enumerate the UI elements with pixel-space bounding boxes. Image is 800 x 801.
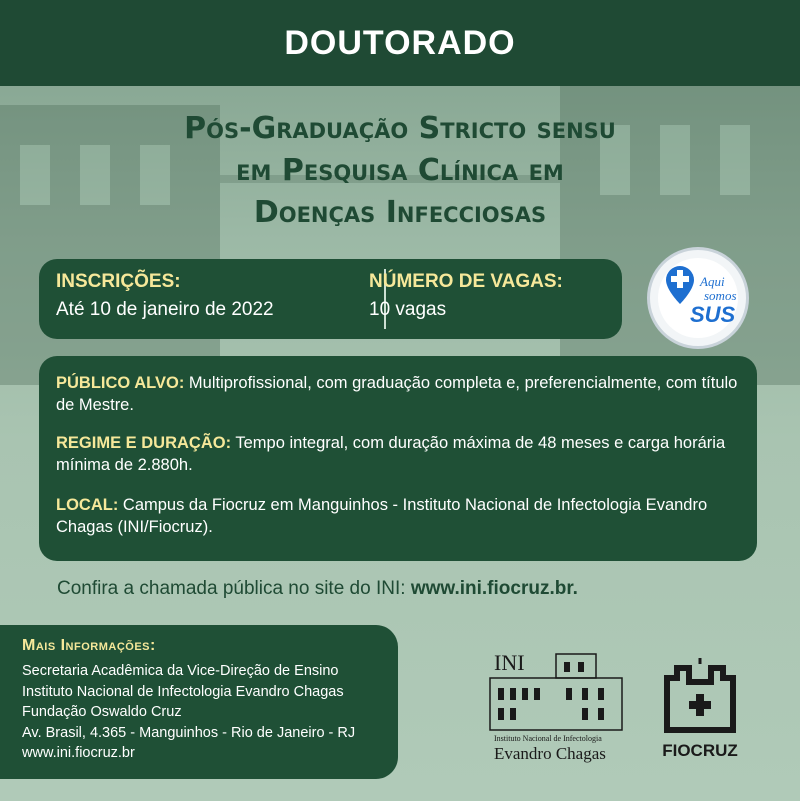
details-box	[39, 356, 757, 561]
vagas-label: NÚMERO DE VAGAS:	[369, 271, 563, 292]
ini-building-icon	[490, 678, 622, 730]
inscricoes-block	[56, 271, 274, 321]
info-line: Fundação Oswaldo Cruz	[22, 704, 182, 720]
info-lines	[22, 661, 355, 764]
header-title: DOUTORADO	[284, 23, 516, 62]
publico-label: PÚBLICO ALVO:	[56, 374, 185, 392]
program-title-line: em Pesquisa Clínica em	[236, 153, 564, 188]
ini-logo	[486, 648, 626, 768]
sus-badge-text: SUS	[690, 302, 736, 327]
local-text: Campus da Fiocruz em Manguinhos - Instituto Nacional de Infectologia Evandro Chagas (INI/Fiocruz).	[56, 496, 708, 536]
regime-paragraph	[56, 432, 746, 476]
info-line: Instituto Nacional de Infectologia Evandro Chagas	[22, 683, 344, 700]
ini-website-link[interactable]: www.ini.fiocruz.br.	[410, 578, 578, 599]
vagas-block	[369, 271, 563, 321]
local-label: LOCAL:	[56, 496, 119, 514]
info-box	[0, 625, 398, 779]
sus-badge-text: somos	[704, 288, 737, 303]
inscricoes-label: INSCRIÇÕES:	[56, 271, 181, 292]
program-title-line: Pós-Graduação Stricto sensu	[184, 111, 616, 146]
regime-text: Tempo integral, com duração máxima de 48 meses e carga horária mínima de 2.880h.	[56, 434, 726, 474]
publico-text: Multiprofissional, com graduação completa e, preferencialmente, com título de Mestre.	[56, 374, 738, 414]
info-website-link[interactable]: www.ini.fiocruz.br	[22, 745, 135, 761]
local-paragraph	[56, 494, 746, 538]
sus-badge-text: Aqui	[700, 274, 725, 289]
inscricoes-value: Até 10 de janeiro de 2022	[56, 299, 274, 320]
sus-badge	[650, 250, 746, 346]
sus-pin-icon	[650, 250, 746, 346]
info-line: Av. Brasil, 4.365 - Manguinhos - Rio de Janeiro - RJ	[22, 724, 356, 741]
program-title	[0, 108, 800, 234]
program-title-line: Doenças Infecciosas	[253, 195, 547, 230]
regime-label: REGIME E DURAÇÃO:	[56, 434, 232, 452]
ini-logo-subtitle: Instituto Nacional de Infectologia	[494, 734, 602, 743]
fiocruz-logo	[655, 648, 745, 768]
confira-line	[57, 578, 777, 600]
ini-logo-abbr: INI	[494, 650, 525, 675]
ini-logo-name: Evandro Chagas	[494, 744, 606, 763]
publico-paragraph	[56, 372, 746, 416]
header-bar	[0, 0, 800, 86]
enrollment-box	[39, 259, 622, 339]
fiocruz-logo-name: FIOCRUZ	[662, 741, 738, 760]
confira-text: Confira a chamada pública no site do INI:	[57, 578, 411, 599]
info-line: Secretaria Acadêmica da Vice-Direção de Ensino	[22, 663, 339, 679]
info-title: Mais Informações:	[22, 637, 156, 654]
vagas-value: 10 vagas	[369, 299, 447, 320]
